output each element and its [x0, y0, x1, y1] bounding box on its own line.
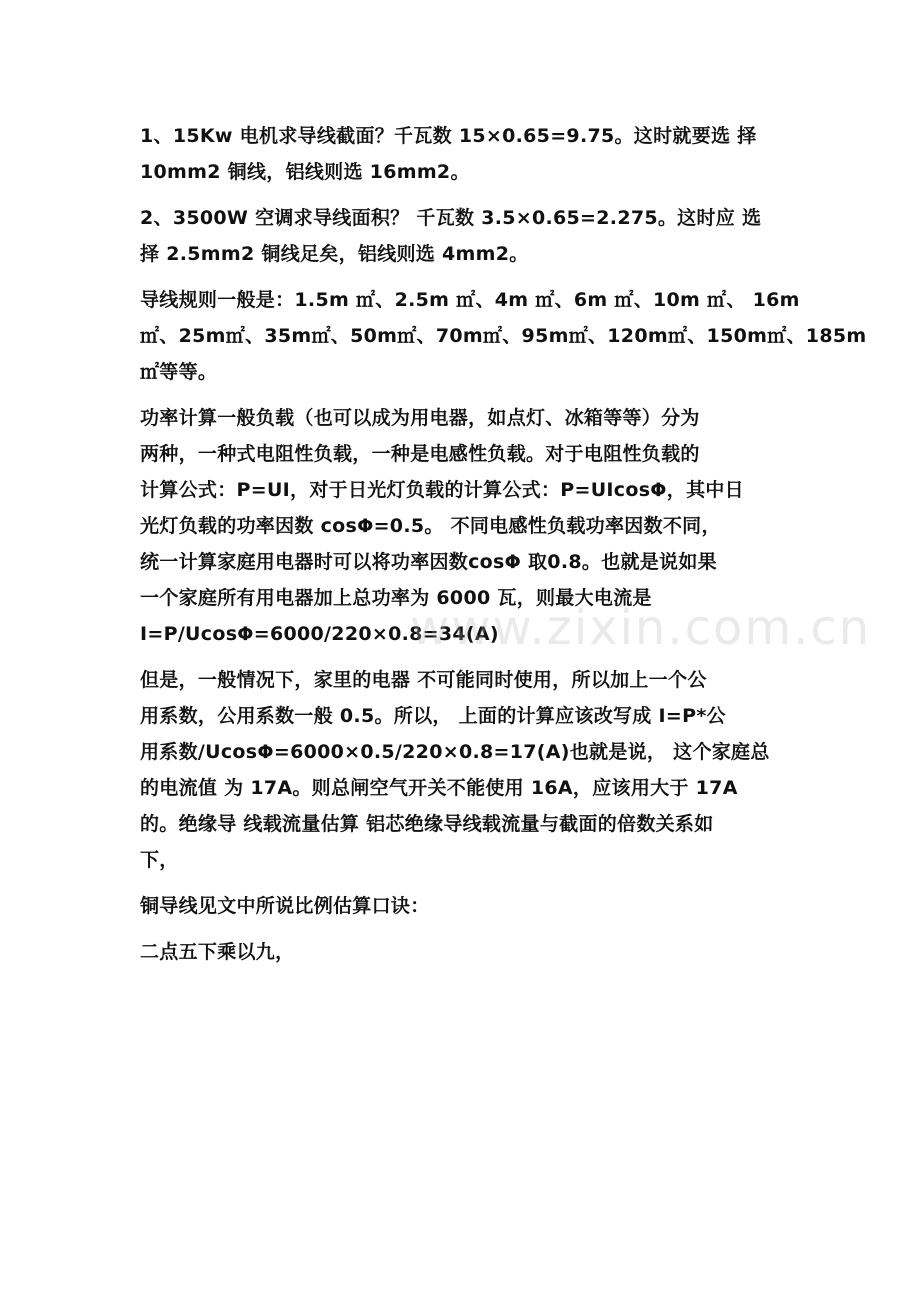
text-line: 10mm2 铜线，铝线则选 16mm2。	[140, 161, 470, 183]
watermark-text: www.zixin.com.cn	[410, 600, 872, 656]
paragraph-2	[140, 200, 810, 272]
text-line: 光灯负载的功率因数 cosΦ=0.5。 不同电感性负载功率因数不同，	[140, 515, 721, 537]
document-body	[140, 118, 867, 970]
text-line: 但是，一般情况下，家里的电器 不可能同时使用，所以加上一个公	[140, 669, 707, 691]
text-line: 计算公式：P=UI，对于日光灯负载的计算公式：P=UIcosΦ，其中日	[140, 479, 744, 501]
paragraph-7	[140, 934, 810, 970]
text-line: 用系数，公用系数一般 0.5。所以， 上面的计算应该改写成 I=P*公	[140, 705, 726, 727]
text-line: I=P/UcosΦ=6000/220×0.8=34(A)	[140, 623, 499, 645]
text-line: 的。绝缘导 线载流量估算 铝芯绝缘导线载流量与截面的倍数关系如	[140, 813, 714, 835]
text-line: 统一计算家庭用电器时可以将功率因数cosΦ 取0.8。也就是说如果	[140, 551, 717, 573]
paragraph-5	[140, 662, 810, 878]
paragraph-3	[140, 282, 867, 390]
text-line: 择 2.5mm2 铜线足矣，铝线则选 4mm2。	[140, 243, 529, 265]
text-line: 1、15Kw 电机求导线截面？千瓦数 15×0.65=9.75。这时就要选 择	[140, 125, 757, 147]
text-line: 的电流值 为 17A。则总闸空气开关不能使用 16A，应该用大于 17A	[140, 777, 738, 799]
text-line: 导线规则一般是：1.5m ㎡、2.5m ㎡、4m ㎡、6m ㎡、10m ㎡、 16m	[140, 289, 800, 311]
text-line: 一个家庭所有用电器加上总功率为 6000 瓦，则最大电流是	[140, 587, 652, 609]
text-line: ㎡、25m㎡、35m㎡、50m㎡、70m㎡、95m㎡、120m㎡、150m㎡、185m	[140, 325, 867, 347]
text-line: 二点五下乘以九，	[140, 941, 295, 963]
text-line: 用系数/UcosΦ=6000×0.5/220×0.8=17(A)也就是说， 这个家庭总	[140, 741, 770, 763]
paragraph-4	[140, 400, 810, 652]
paragraph-6	[140, 888, 810, 924]
text-line: 功率计算一般负载（也可以成为用电器，如点灯、冰箱等等）分为	[140, 407, 700, 429]
text-line: 下，	[140, 849, 179, 871]
paragraph-1	[140, 118, 810, 190]
text-line: ㎡等等。	[140, 361, 218, 383]
text-line: 两种，一种式电阻性负载，一种是电感性负载。对于电阻性负载的	[140, 443, 700, 465]
text-line: 铜导线见文中所说比例估算口诀：	[140, 895, 430, 917]
text-line: 2、3500W 空调求导线面积？ 千瓦数 3.5×0.65=2.275。这时应 选	[140, 207, 762, 229]
